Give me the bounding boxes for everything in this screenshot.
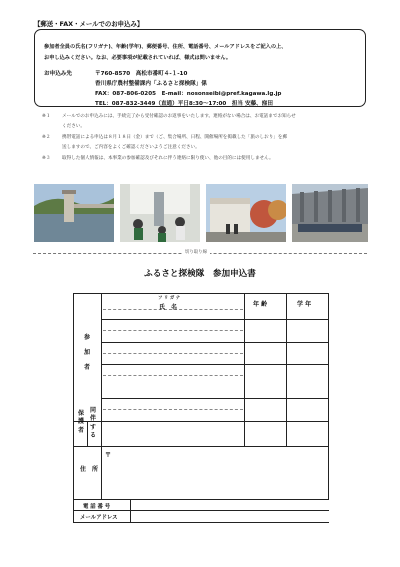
postal-mark: 〒 (105, 452, 112, 459)
apply-to-label: お申込み先 (44, 71, 72, 77)
note-1-line-2: ください。 (62, 124, 85, 129)
address-tel: TEL：087-832-3449（直通）平日8:30～17:00 担当 安藤、窪田 (95, 101, 273, 107)
address-line-2: 香川県庁農村整備課内「ふるさと探検隊」係 (95, 81, 207, 87)
participant-label: 参加者 (83, 334, 90, 371)
photo-children-indoor (120, 184, 200, 242)
phone-label: 電 話 番 号 (83, 504, 111, 510)
photo-reservoir-tower (34, 184, 114, 242)
name-label: 氏 名 (159, 304, 178, 311)
photo-group-at-dam (292, 184, 368, 242)
intro-line-2: お申し込みください。なお、必要事項が記載されていれば、様式は問いません。 (44, 55, 232, 61)
photo-building-trees (206, 184, 286, 242)
intro-line-1: 参加者全員の氏名(フリガナ)、年齢(学年)、郵便番号、住所、電話番号、メールアドレスをご記入の上、 (44, 44, 287, 50)
note-2-mark: ※２ (42, 135, 51, 140)
grade-label: 学 年 (297, 301, 312, 308)
furigana-label: フ リ ガ ナ (158, 296, 181, 301)
cut-line-label: 切り取り線 (182, 249, 210, 255)
note-2-line-2: 送しますので、ご内容をよくご確認くださいようご注意ください。 (62, 145, 200, 150)
note-1-line-1: メールでのお申込みには、手続完了から受付確認のお返事をいたします。連絡がない場合は、お電話までお知らせ (62, 114, 296, 119)
email-label: メールアドレス (80, 515, 118, 521)
address-fax-email: FAX：087-806-0205 E-mail：nosonseibi@pref.kagawa.lg.jp (95, 91, 282, 97)
accompany-label: 同伴する (89, 407, 96, 440)
note-3-mark: ※３ (42, 156, 51, 161)
form-title: ふるさと探検隊 参加申込書 (144, 269, 256, 279)
mail-application-heading: 【郵送・FAX・メールでのお申込み】 (34, 20, 144, 28)
note-2-line-1: 携帯電話による申込は８月１８日（金）まで（ご、集合場所、日程、開催場所を掲載した「旅のしおり」を郵 (62, 135, 288, 140)
note-1-mark: ※１ (42, 114, 51, 119)
note-3-line-1: 取得した個人情報は、本事業の参加確認及びそれに伴う連絡に限り使い、他の目的には使用しません。 (62, 156, 274, 161)
address-field-label: 住 所 (80, 466, 99, 473)
age-label: 年 齢 (253, 301, 268, 308)
guardian-label: 保護者 (77, 410, 84, 434)
address-line-1: 〒760-8570 高松市番町４-１-10 (95, 71, 188, 77)
